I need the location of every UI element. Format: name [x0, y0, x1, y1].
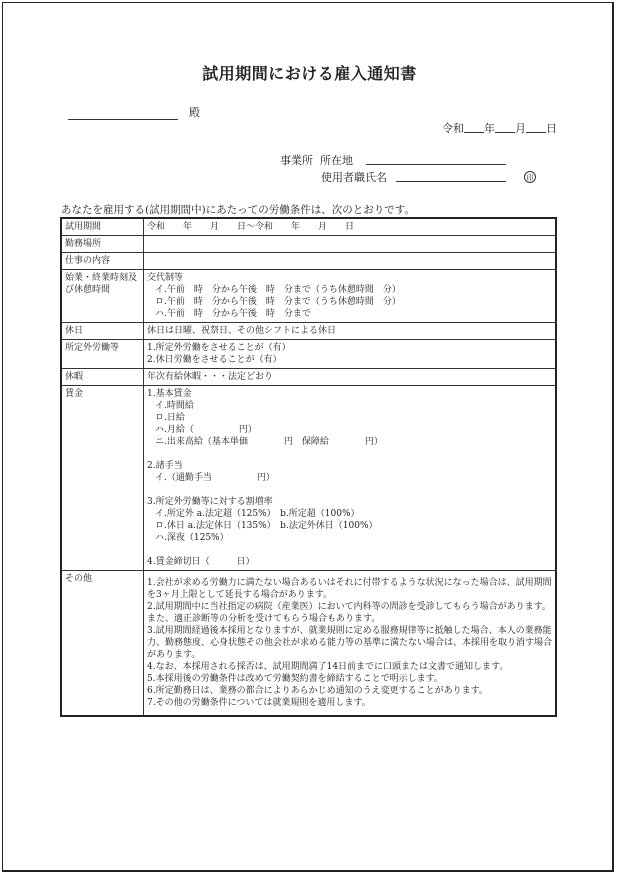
addressee-suffix: 殿	[189, 106, 200, 119]
row-value-trial-period[interactable]	[144, 218, 557, 236]
row-label-overtime: 所定外労働等	[61, 340, 144, 369]
table-row	[61, 236, 556, 253]
table-row	[61, 253, 556, 270]
value-line: 年次有給休暇・・・法定どおり	[147, 372, 274, 382]
value-line: ロ.休日 a.法定休日（135%） b.法定外休日（100%）	[155, 521, 378, 531]
value-line: ハ.午前 時 分から午後 時 分まで	[155, 309, 311, 319]
employer-block	[280, 152, 387, 186]
date-month-unit: 月	[515, 122, 526, 135]
value-line: イ.（通勤手当 円）	[155, 473, 275, 483]
value-line: 1.会社が求める労働力に満たない場合あるいはそれに付帯するような状況になった場合は、試用期間を3ヶ月上限として延長する場合があります。	[147, 578, 552, 600]
value-line: ロ.日給	[155, 413, 185, 423]
value-line: 交代制等	[147, 273, 184, 283]
date-day-unit: 日	[546, 122, 557, 135]
value-line: ハ.月給（ 円）	[155, 425, 257, 435]
value-line: 1.所定外労働をさせることが（有）	[147, 343, 291, 353]
row-value-workplace[interactable]	[144, 236, 557, 253]
row-label-wages: 賃金	[61, 386, 144, 571]
row-label-working-hours: 始業・終業時刻及び休憩時間	[61, 270, 144, 323]
row-value-holidays[interactable]	[144, 323, 557, 340]
value-line: 4.なお、本採用される採否は、試用期間満了14日前までに口頭または文書で通知します。	[147, 662, 509, 672]
issue-date	[442, 120, 557, 136]
working-conditions-table	[60, 217, 557, 717]
seal-icon: 印	[524, 171, 536, 183]
table-row	[61, 323, 556, 340]
employer-address-row	[280, 152, 387, 169]
spacer	[147, 448, 552, 460]
row-value-job-description[interactable]	[144, 253, 557, 270]
spacer	[147, 544, 552, 556]
value-line: 2.試用期間中に当社指定の病院（産業医）において内科等の問診を受診してもらう場合があります。また、適正診断等の分析を受けてもらう場合もあります。	[147, 602, 551, 624]
row-value-overtime[interactable]	[144, 340, 557, 369]
employer-name-field[interactable]	[396, 181, 506, 182]
value-line: 2.休日労働をさせることが（有）	[147, 355, 282, 365]
value-line: 4.賃金締切日（ 日）	[147, 557, 255, 567]
row-value-working-hours[interactable]	[144, 270, 557, 323]
date-day-field[interactable]	[526, 121, 546, 133]
table-row	[61, 340, 556, 369]
table-row	[61, 218, 556, 236]
row-value-wages[interactable]	[144, 386, 557, 571]
row-label-leave: 休暇	[61, 369, 144, 386]
employer-address-field[interactable]	[366, 164, 506, 165]
value-line: 令和 年 月 日～令和 年 月 日	[147, 222, 355, 232]
date-year-unit: 年	[484, 122, 495, 135]
row-label-workplace: 勤務場所	[61, 236, 144, 253]
value-line: 3.試用期間経過後本採用となりますが、就業規則に定める服務規律等に抵触した場合、本人の業務能力、勤務態度、心身状態その他会社が求める能力等の基準に満たない場合は、本採用を取り消す場合があります。	[147, 626, 553, 660]
employer-address-label: 所在地	[320, 154, 353, 167]
value-line: ニ.出来高給（基本単価 円 保障給 円）	[155, 437, 383, 447]
value-line: 2.諸手当	[147, 461, 183, 471]
table-row	[61, 386, 556, 571]
value-line: イ.所定外 a.法定超（125%） b.所定超（100%）	[155, 509, 360, 519]
date-era: 令和	[442, 122, 464, 135]
employer-name-row	[280, 169, 387, 186]
document-title: 試用期間における雇入通知書	[202, 64, 417, 83]
employer-office-label: 事業所	[280, 154, 313, 167]
table-row	[61, 270, 556, 323]
row-label-holidays: 休日	[61, 323, 144, 340]
value-line: イ.時間給	[155, 401, 194, 411]
date-year-field[interactable]	[464, 121, 484, 133]
table-row	[61, 369, 556, 386]
value-line: 3.所定外労働等に対する割増率	[147, 497, 273, 507]
value-line: 6.所定勤務日は、業務の都合によりあらかじめ通知のうえ変更することがあります。	[147, 686, 488, 696]
value-line: イ.午前 時 分から午後 時 分まで（うち休憩時間 分）	[155, 285, 401, 295]
value-line: ロ.午前 時 分から午後 時 分まで（うち休憩時間 分）	[155, 297, 401, 307]
table-row	[61, 571, 556, 717]
value-line: 5.本採用後の労働条件は改めて労働契約書を締結することで明示します。	[147, 674, 443, 684]
row-label-job-description: 仕事の内容	[61, 253, 144, 270]
intro-text: あなたを雇用する(試用期間中)にあたっての労働条件は、次のとおりです。	[61, 204, 415, 216]
value-line: 1.基本賃金	[147, 389, 192, 399]
row-value-leave[interactable]	[144, 369, 557, 386]
date-month-field[interactable]	[495, 121, 515, 133]
spacer	[147, 484, 552, 496]
addressee-name-field[interactable]	[68, 119, 178, 120]
row-label-other: その他	[61, 571, 144, 717]
row-value-other[interactable]	[144, 571, 557, 717]
value-line: ハ.深夜（125%）	[155, 533, 229, 543]
value-line: 休日は日曜、祝祭日、その他シフトによる休日	[147, 326, 337, 336]
row-label-trial-period: 試用期間	[61, 218, 144, 236]
employer-name-label: 使用者職氏名	[321, 171, 387, 184]
value-line: 7.その他の労働条件については就業規則を適用します。	[147, 698, 371, 708]
